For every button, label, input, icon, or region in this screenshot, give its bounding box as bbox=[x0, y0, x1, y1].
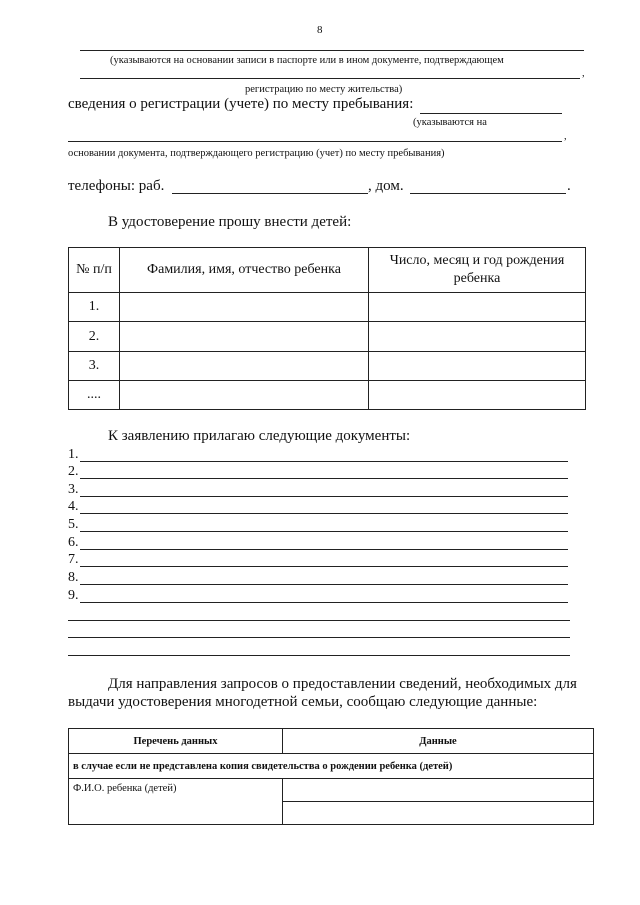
document-number: 4. bbox=[68, 499, 79, 514]
child-birthdate-cell[interactable] bbox=[369, 322, 586, 351]
document-line[interactable] bbox=[68, 588, 568, 604]
requests-intro-2: выдачи удостоверения многодетной семьи, сообщаю следующие данные: bbox=[68, 694, 538, 710]
row-number: 2. bbox=[69, 322, 120, 351]
document-number: 3. bbox=[68, 482, 79, 497]
stay-label: сведения о регистрации (учете) по месту пребывания: bbox=[68, 96, 414, 112]
phones-label: телефоны: раб. bbox=[68, 178, 165, 194]
documents-intro: К заявлению прилагаю следующие документы: bbox=[108, 428, 411, 444]
row-number: 1. bbox=[69, 293, 120, 322]
document-line[interactable] bbox=[68, 499, 568, 515]
child-name-cell[interactable] bbox=[120, 293, 369, 322]
child-name-cell[interactable] bbox=[120, 380, 369, 409]
document-number: 9. bbox=[68, 588, 79, 603]
row-number: 3. bbox=[69, 351, 120, 380]
document-number: 1. bbox=[68, 447, 79, 462]
extra-line[interactable] bbox=[68, 637, 570, 638]
stay-line-1[interactable] bbox=[420, 113, 562, 114]
residence-line[interactable] bbox=[80, 78, 580, 79]
table-row bbox=[69, 380, 586, 409]
data-values-header: Данные bbox=[283, 729, 594, 754]
phones-end: . bbox=[567, 178, 571, 194]
requests-intro-1: Для направления запросов о предоставлении сведений, необходимых для bbox=[108, 676, 577, 692]
fio-label: Ф.И.О. ребенка (детей) bbox=[69, 779, 283, 825]
document-line[interactable] bbox=[68, 517, 568, 533]
requests-table bbox=[68, 728, 594, 825]
document-line[interactable] bbox=[68, 464, 568, 480]
child-birthdate-cell[interactable] bbox=[369, 293, 586, 322]
fio-value-cell[interactable] bbox=[283, 802, 594, 825]
passport-line[interactable] bbox=[80, 50, 584, 51]
col-name-header: Фамилия, имя, отчество ребенка bbox=[120, 248, 369, 293]
document-number: 2. bbox=[68, 464, 79, 479]
phone-work-line[interactable] bbox=[172, 193, 368, 194]
document-line[interactable] bbox=[68, 552, 568, 568]
child-name-cell[interactable] bbox=[120, 351, 369, 380]
document-number: 8. bbox=[68, 570, 79, 585]
extra-line[interactable] bbox=[68, 655, 570, 656]
stay-hint-1: (указываются на bbox=[413, 117, 487, 128]
document-line[interactable] bbox=[68, 535, 568, 551]
document-number: 6. bbox=[68, 535, 79, 550]
table-row bbox=[69, 322, 586, 351]
document-line[interactable] bbox=[68, 570, 568, 586]
document-line[interactable] bbox=[68, 482, 568, 498]
children-table bbox=[68, 247, 586, 410]
section-row: в случае если не представлена копия свидетельства о рождении ребенка (детей) bbox=[69, 754, 594, 779]
child-name-cell[interactable] bbox=[120, 322, 369, 351]
fio-value-cell[interactable] bbox=[283, 779, 594, 802]
table-row bbox=[69, 351, 586, 380]
document-number: 5. bbox=[68, 517, 79, 532]
col-birthdate-header: Число, месяц и год рождения ребенка bbox=[369, 248, 586, 293]
child-birthdate-cell[interactable] bbox=[369, 380, 586, 409]
phones-home-label: , дом. bbox=[368, 178, 404, 194]
table-row bbox=[69, 293, 586, 322]
document-line[interactable] bbox=[68, 447, 568, 463]
stay-hint-2: основании документа, подтверждающего регистрацию (учет) по месту пребывания) bbox=[68, 148, 445, 159]
children-intro: В удостоверение прошу внести детей: bbox=[108, 214, 352, 230]
row-number: .... bbox=[69, 380, 120, 409]
stay-line-2[interactable] bbox=[68, 141, 562, 142]
stay-comma: , bbox=[564, 131, 567, 142]
child-birthdate-cell[interactable] bbox=[369, 351, 586, 380]
extra-line[interactable] bbox=[68, 620, 570, 621]
document-number: 7. bbox=[68, 552, 79, 567]
col-number-header: № п/п bbox=[69, 248, 120, 293]
phone-home-line[interactable] bbox=[410, 193, 566, 194]
data-list-header: Перечень данных bbox=[69, 729, 283, 754]
passport-hint: (указываются на основании записи в паспорте или в ином документе, подтверждающем bbox=[110, 55, 504, 66]
residence-hint: регистрацию по месту жительства) bbox=[245, 84, 403, 95]
page-number: 8 bbox=[317, 24, 323, 36]
residence-comma: , bbox=[582, 68, 585, 79]
